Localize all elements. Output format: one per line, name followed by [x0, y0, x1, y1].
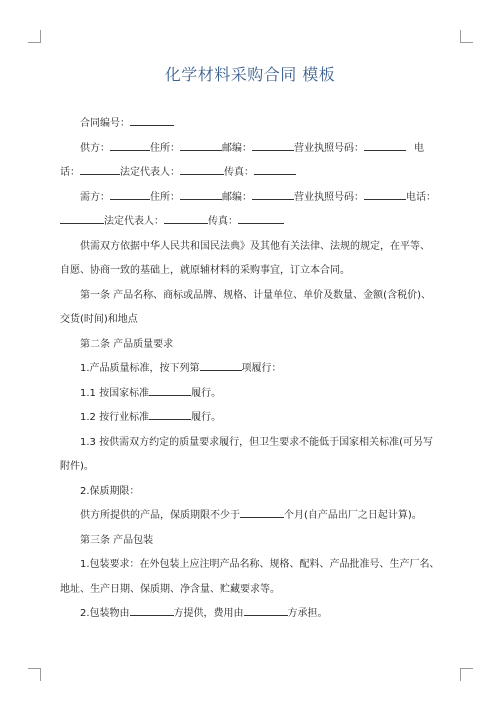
agreed-standard-line-2: 附件)。 [60, 461, 94, 472]
label: 履行。 [191, 412, 222, 423]
industry-standard-line [60, 406, 444, 431]
blank-field [60, 211, 104, 224]
blank-field [149, 407, 191, 420]
label: 传真： [224, 167, 254, 178]
packaging-supply-line [60, 602, 444, 627]
contract-number-line [60, 112, 444, 137]
blank-field [164, 211, 208, 224]
label: 合同编号： [80, 118, 130, 129]
label: 营业执照号码： [294, 142, 364, 154]
blank-field [254, 162, 296, 175]
blank-field [130, 113, 174, 126]
label: 1.2 按行业标准 [80, 412, 150, 423]
blank-field [364, 138, 406, 151]
label: 营业执照号码： [294, 191, 364, 203]
blank-field [110, 138, 150, 151]
document-body [60, 112, 444, 627]
blank-field [238, 211, 284, 224]
label: 需方： [80, 191, 110, 203]
label: 1.产品质量标准，按下列第 [80, 363, 200, 374]
label: 邮编： [222, 142, 252, 154]
blank-field [110, 187, 150, 200]
label: 方提供，费用由 [173, 608, 244, 619]
crop-mark-top-left [28, 30, 41, 43]
law-basis-line-2: 自愿、协商一致的基础上，就原辅材料的采购事宜，订立本合同。 [60, 265, 350, 276]
blank-field [364, 187, 406, 200]
blank-field [180, 187, 222, 200]
blank-field [180, 138, 222, 151]
blank-field [130, 603, 174, 616]
document-title: 化学材料采购合同 模板 [164, 65, 336, 84]
crop-mark-bottom-left [28, 668, 41, 681]
label: 1.1 按国家标准 [80, 387, 150, 399]
shelf-life-line [60, 504, 444, 529]
packaging-req-line-1: 1.包装要求：在外包装上应注明产品名称、规格、配料、产品批准号、生产厂名、 [80, 559, 440, 570]
label: 电话： [406, 191, 436, 203]
label: 2.包装物由 [80, 608, 130, 619]
label: 履行。 [191, 387, 222, 399]
article-2-heading: 第二条 产品质量要求 [80, 338, 174, 350]
blank-field [80, 162, 120, 175]
label: 住所： [150, 191, 180, 203]
supplier-line-2 [60, 161, 444, 186]
article-1-line-1: 第一条 产品名称、商标或品牌、规格、计量单位、单价及数量、金额(含税价)、 [80, 289, 431, 301]
label: 住所： [150, 142, 180, 154]
blank-field [149, 383, 191, 396]
shelf-life-heading: 2.保质期限： [80, 485, 140, 497]
supplier-line [60, 137, 444, 162]
blank-field [200, 358, 242, 371]
blank-field [252, 138, 294, 151]
blank-field [252, 187, 294, 200]
label: 供方： [80, 142, 110, 154]
label: 电 [414, 142, 424, 154]
crop-mark-bottom-right [460, 668, 473, 681]
label: 项履行： [241, 363, 282, 374]
label: 个月(自产品出厂之日起计算)。 [284, 510, 422, 521]
label: 方承担。 [287, 608, 328, 619]
label: 传真： [208, 216, 238, 227]
buyer-line [60, 186, 444, 211]
article-3-heading: 第三条 产品包装 [80, 534, 154, 546]
label: 法定代表人： [120, 167, 180, 178]
label: 供方所提供的产品，保质期限不少于 [80, 510, 240, 521]
label: 邮编： [222, 191, 252, 203]
label: 法定代表人： [104, 216, 164, 227]
packaging-req-line-2: 地址、生产日期、保质期、净含量、贮藏要求等。 [60, 583, 280, 595]
blank-field [180, 162, 224, 175]
agreed-standard-line-1: 1.3 按供需双方约定的质量要求履行，但卫生要求不能低于国家相关标准(可另写 [80, 436, 433, 448]
label: 话： [60, 167, 80, 178]
national-standard-line [60, 382, 444, 407]
article-1-line-2: 交货(时间)和地点 [60, 314, 138, 325]
law-basis-line-1: 供需双方依据中华人民共和国民法典》及其他有关法律、法规的规定，在平等、 [80, 240, 430, 252]
crop-mark-top-right [460, 30, 473, 43]
buyer-line-2 [60, 210, 444, 235]
blank-field [244, 603, 288, 616]
quality-standard-line [60, 357, 444, 382]
blank-field [240, 505, 284, 518]
